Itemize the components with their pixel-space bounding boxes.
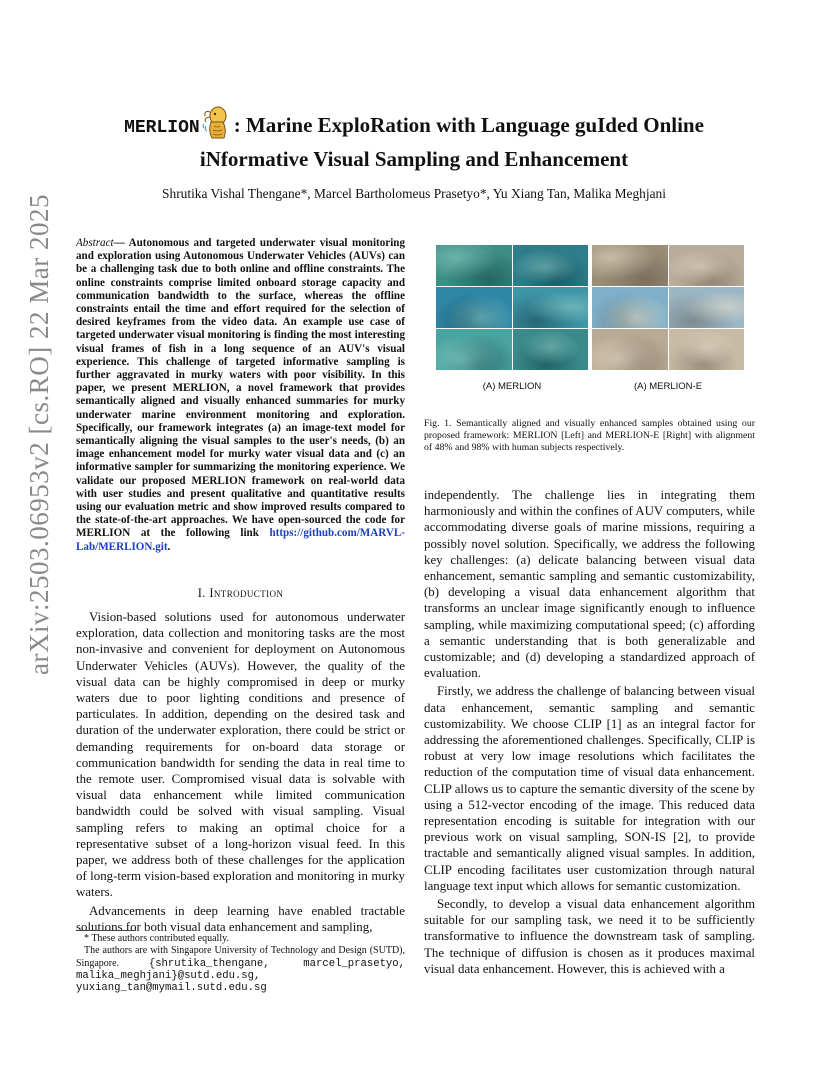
- body-paragraph-firstly: Firstly, we address the challenge of balancing between visual data enhancement, semantic sampling and semantic customizability. We choose CLIP [1] as an integral factor for addressing the aforementioned challenges. Specifically, CLIP is robust at very low image resolutions which facilitates the reduction of the computation time of visual data enhancement. CLIP allows us to capture the semantic diversity of the scene by using a 512-vector encoding of the image. This reduced data representation encoding is suitable for integration with our previous work on visual sampling, SON-IS [2], to provide tractable and semantically aligned visual samples. In addition, CLIP encoding facilitates user customization through natural language text input which allows for semantic customization.: [424, 684, 755, 893]
- affiliation-text: The authors are with Singapore University of Technology and Design (SUTD), Singapore.: [76, 945, 405, 969]
- title-name: MERLION: [124, 118, 200, 138]
- footnotes: [76, 933, 405, 994]
- figure-panel-merlion-e: [592, 245, 744, 370]
- section-heading: [76, 586, 405, 601]
- figure-caption: Fig. 1. Semantically aligned and visually enhanced samples obtained using our proposed framework: MERLION [Left] and MERLION-E [Right] with alignment of 48% and 98% with human subjects respectively.: [424, 418, 755, 453]
- code-link[interactable]: https://github.com/MARVL-Lab/MERLION.git: [76, 527, 405, 553]
- abstract: [76, 237, 405, 554]
- intro-paragraph-2: Advancements in deep learning have enabled tractable solutions for both visual data enhancement and sampling,: [76, 903, 405, 934]
- sample-image: [513, 329, 589, 370]
- paper-title: [80, 104, 748, 175]
- figure-panel-merlion: [436, 245, 588, 370]
- author-emails: {shrutika_thengane, marcel_prasetyo, malika_meghjani}@sutd.edu.sg, yuxiang_tan@mymail.sutd.edu.sg: [76, 957, 405, 995]
- sample-image: [669, 329, 745, 370]
- abstract-tail: .: [167, 540, 171, 553]
- footnote-equal-contribution: * These authors contributed equally.: [84, 933, 229, 944]
- abstract-body: — Autonomous and targeted underwater visual monitoring and exploration using Autonomous Underwater Vehicles (AUVs) can be a challenging task due to both online and offline constraints. The online constraints comprise limited onboard storage capacity and communication bandwidth to the surface, whereas the offline constraints entail the time and effort required for the selection of desired keyframes from the video data. An example use case of targeted underwater visual monitoring is finding the most interesting visual frames of fish in a long sequence of an AUV's visual experience. This challenge of targeted informative sampling is further aggravated in murky waters with poor visibility. In this paper, we present MERLION, a novel framework that provides semantically aligned and visually enhanced summaries for murky underwater marine environment monitoring and exploration. Specifically, our framework integrates (a) an image-text model for semantically aligning the visual samples to the user's needs, (b) an image enhancement model for murky water visual data and (c) an informative sampler for summarizing the monitoring experience. We validate our proposed MERLION framework on real-world data with user studies and present qualitative and quantitative results using our evaluation metric and show improved results compared to the state-of-the-art approaches. We have open-sourced the code for MERLION at the following link: [76, 237, 405, 540]
- sample-image: [669, 287, 745, 328]
- panel-label-merlion-e: (A) MERLION-E: [633, 381, 703, 392]
- sample-image: [513, 245, 589, 286]
- body-paragraph-continued: independently. The challenge lies in integrating them harmoniously and within the confines of AUV computers, while accommodating diverse goals of marine missions, requiring a possibly novel solution. Specifically, we address the following key challenges: (a) delicate balancing between visual data enhancement, semantic sampling and semantic customizability, (b) developing a visual data enhancement algorithm that transforms an unclear image significantly enough to influence sampling, while maximizing computational speed; (c) affording a semantic understanding that is both generalizable and customizable; and (d) developing a standardized approach of evaluation.: [424, 488, 755, 681]
- abstract-lead: Abstract: [76, 237, 114, 249]
- intro-paragraph-1: Vision-based solutions used for autonomous underwater exploration, data collection and monitoring tasks are the most non-invasive and convenient for deployment on Autonomous Underwater Vehicles (AUVs). However, the quality of the visual data can be highly compromised in deep or murky waters due to poor lighting conditions and presence of particulates. In addition, depending on the desired task and duration of the underwater exploration, there could be strict or demanding requirements for on-board data storage or communication bandwidth for sending the data in real time to the remote user. Compromised visual data is solvable with visual data enhancement while limited communication bandwidth could be solved with visual sampling. Visual sampling refers to making an optimal choice for a representative subset of a long-horizon visual feed. In this paper, we address both of these challenges for the application of long-term vision-based exploration and monitoring in murky waters.: [76, 610, 405, 900]
- panel-label-merlion: (A) MERLION: [482, 381, 542, 392]
- sample-image: [592, 329, 668, 370]
- sample-image: [436, 245, 512, 286]
- left-column-body: [76, 609, 405, 935]
- author-list: Shrutika Vishal Thengane*, Marcel Bartholomeus Prasetyo*, Yu Xiang Tan, Malika Meghjani: [162, 186, 666, 201]
- figure-1: [436, 245, 756, 392]
- sample-image: [436, 287, 512, 328]
- merlion-logo-icon: [202, 104, 232, 140]
- section-title: Introduction: [209, 586, 284, 600]
- title-line1: : Marine ExploRation with Language guIded Online: [233, 113, 704, 137]
- footnote-affiliation: [76, 945, 405, 994]
- right-column-body: [424, 487, 755, 977]
- sample-image: [436, 329, 512, 370]
- sample-image: [592, 245, 668, 286]
- sample-image: [592, 287, 668, 328]
- body-paragraph-secondly: Secondly, to develop a visual data enhancement algorithm suitable for our sampling task, we need it to be sufficiently transformative to influence the downstream task of sampling. The technique of diffusion is chosen as it produces maximal visual data enhancement. However, this is achieved with a: [424, 897, 755, 976]
- title-line2: iNformative Visual Sampling and Enhancement: [199, 147, 629, 171]
- sample-image: [513, 287, 589, 328]
- section-number: I.: [197, 586, 206, 600]
- sample-image: [669, 245, 745, 286]
- footnote-rule: [76, 930, 136, 931]
